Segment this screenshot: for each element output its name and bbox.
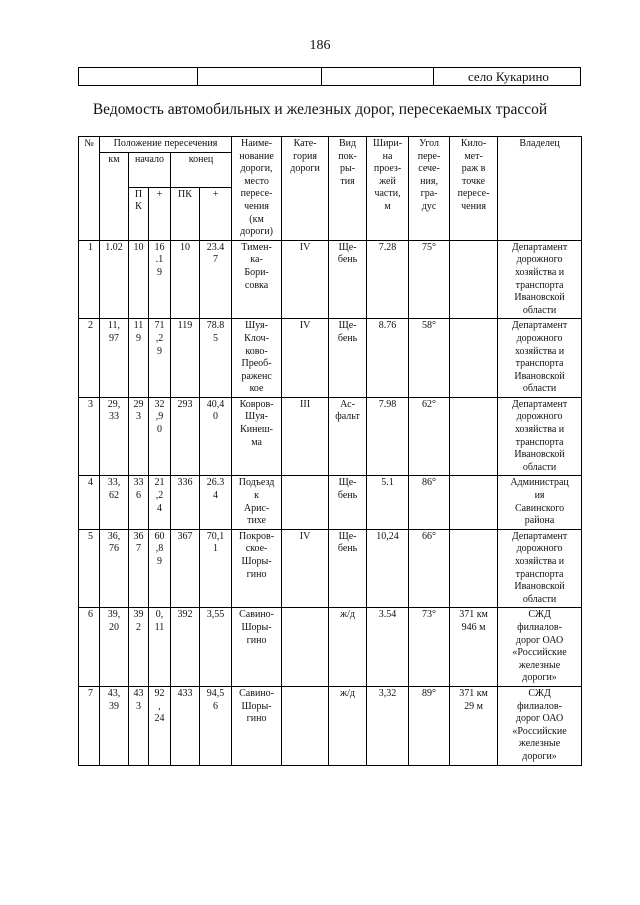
- header-no: №: [79, 137, 100, 241]
- cell-width: 8.76: [367, 319, 409, 398]
- cell-km: 29, 33: [100, 397, 129, 476]
- cell-width: 10,24: [367, 529, 409, 608]
- cell-plus-end: 78.8 5: [200, 319, 232, 398]
- cell-plus-end: 40,4 0: [200, 397, 232, 476]
- cell-angle: 73°: [409, 608, 450, 687]
- cell-road-name: Савино- Шоры- гино: [232, 608, 282, 687]
- cell-pk-end: 433: [171, 686, 200, 765]
- cell-no: 3: [79, 397, 100, 476]
- cell-chainage: [450, 529, 498, 608]
- cell-plus-start: 92 , 24: [149, 686, 171, 765]
- header-width: Шири- на проез- жей части, м: [367, 137, 409, 241]
- cell-category: [282, 686, 329, 765]
- cell-angle: 75°: [409, 240, 450, 319]
- header-cell-3: [322, 68, 434, 86]
- table-row: [79, 319, 582, 398]
- cell-pk-start: 43 3: [129, 686, 149, 765]
- document-title: Ведомость автомобильных и железных дорог, пересекаемых трассой: [92, 101, 548, 118]
- cell-pk-start: 33 6: [129, 476, 149, 529]
- cell-km: 11, 97: [100, 319, 129, 398]
- cell-owner: Департамент дорожного хозяйства и транспорта Ивановской области: [498, 397, 582, 476]
- cell-no: 6: [79, 608, 100, 687]
- crossings-table: [78, 136, 582, 766]
- cell-owner: Департамент дорожного хозяйства и транспорта Ивановской области: [498, 240, 582, 319]
- cell-pk-end: 10: [171, 240, 200, 319]
- cell-owner: Департамент дорожного хозяйства и транспорта Ивановской области: [498, 529, 582, 608]
- cell-plus-end: 70,1 1: [200, 529, 232, 608]
- table-row: [79, 529, 582, 608]
- cell-pk-start: 29 3: [129, 397, 149, 476]
- table-row: [79, 686, 582, 765]
- table-row: [79, 608, 582, 687]
- cell-pk-end: 119: [171, 319, 200, 398]
- header-cover: Вид пок- ры- тия: [329, 137, 367, 241]
- table-row: [79, 240, 582, 319]
- header-angle: Угол пере- сече- ния, гра- дус: [409, 137, 450, 241]
- cell-pk-start: 36 7: [129, 529, 149, 608]
- header-category: Кате- гория дороги: [282, 137, 329, 241]
- cell-km: 43, 39: [100, 686, 129, 765]
- cell-km: 39, 20: [100, 608, 129, 687]
- cell-cover: Ас- фальт: [329, 397, 367, 476]
- cell-no: 1: [79, 240, 100, 319]
- cell-owner: СЖД филиалов- дорог ОАО «Российские железные дороги»: [498, 608, 582, 687]
- cell-angle: 89°: [409, 686, 450, 765]
- header-plus-start: +: [149, 187, 171, 240]
- cell-category: IV: [282, 529, 329, 608]
- cell-road-name: Савино- Шоры- гино: [232, 686, 282, 765]
- cell-category: [282, 476, 329, 529]
- cell-no: 4: [79, 476, 100, 529]
- header-strip: [78, 67, 581, 86]
- cell-category: [282, 608, 329, 687]
- cell-category: IV: [282, 240, 329, 319]
- cell-width: 5.1: [367, 476, 409, 529]
- cell-plus-end: 3,55: [200, 608, 232, 687]
- header-owner: Владелец: [498, 137, 582, 241]
- cell-category: IV: [282, 319, 329, 398]
- cell-angle: 62°: [409, 397, 450, 476]
- cell-owner: Администрац ия Савинского района: [498, 476, 582, 529]
- cell-plus-end: 26.3 4: [200, 476, 232, 529]
- cell-cover: ж/д: [329, 686, 367, 765]
- header-cell-2: [198, 68, 322, 86]
- cell-pk-start: 39 2: [129, 608, 149, 687]
- cell-road-name: Тимен- ка- Бори- совка: [232, 240, 282, 319]
- header-plus-end: +: [200, 187, 232, 240]
- cell-pk-end: 392: [171, 608, 200, 687]
- header-cell-1: [79, 68, 198, 86]
- cell-width: 7.98: [367, 397, 409, 476]
- cell-pk-end: 293: [171, 397, 200, 476]
- table-row: [79, 476, 582, 529]
- header-cell-location: село Кукарино: [434, 68, 581, 86]
- cell-owner: СЖД филиалов- дорог ОАО «Российские железные дороги»: [498, 686, 582, 765]
- header-end: конец: [171, 152, 232, 187]
- header-chainage: Кило- мет- раж в точке пересе- чения: [450, 137, 498, 241]
- cell-road-name: Покров- ское- Шоры- гино: [232, 529, 282, 608]
- cell-plus-start: 21 ,2 4: [149, 476, 171, 529]
- cell-plus-end: 94,5 6: [200, 686, 232, 765]
- cell-road-name: Ковров- Шуя- Кинеш- ма: [232, 397, 282, 476]
- table-row: [79, 397, 582, 476]
- cell-no: 5: [79, 529, 100, 608]
- cell-width: 3.54: [367, 608, 409, 687]
- cell-angle: 66°: [409, 529, 450, 608]
- cell-plus-start: 32 ,9 0: [149, 397, 171, 476]
- cell-road-name: Шуя- Клоч- ково- Преоб- раженс кое: [232, 319, 282, 398]
- cell-chainage: [450, 476, 498, 529]
- cell-cover: Ще- бень: [329, 319, 367, 398]
- cell-chainage: 371 км 29 м: [450, 686, 498, 765]
- cell-plus-start: 0, 11: [149, 608, 171, 687]
- cell-angle: 58°: [409, 319, 450, 398]
- cell-plus-start: 71 ,2 9: [149, 319, 171, 398]
- cell-chainage: [450, 397, 498, 476]
- cell-plus-start: 16 .1 9: [149, 240, 171, 319]
- cell-km: 36, 76: [100, 529, 129, 608]
- cell-km: 33, 62: [100, 476, 129, 529]
- cell-pk-start: 10: [129, 240, 149, 319]
- cell-pk-start: 11 9: [129, 319, 149, 398]
- cell-cover: Ще- бень: [329, 476, 367, 529]
- cell-no: 7: [79, 686, 100, 765]
- cell-plus-end: 23.4 7: [200, 240, 232, 319]
- cell-angle: 86°: [409, 476, 450, 529]
- cell-pk-end: 336: [171, 476, 200, 529]
- cell-cover: Ще- бень: [329, 529, 367, 608]
- cell-width: 7.28: [367, 240, 409, 319]
- header-pk-end: ПК: [171, 187, 200, 240]
- cell-km: 1.02: [100, 240, 129, 319]
- cell-chainage: [450, 240, 498, 319]
- header-start: начало: [129, 152, 171, 187]
- cell-chainage: [450, 319, 498, 398]
- cell-plus-start: 60 ,8 9: [149, 529, 171, 608]
- header-road-name: Наиме- нование дороги, место пересе- чения (км дороги): [232, 137, 282, 241]
- cell-pk-end: 367: [171, 529, 200, 608]
- page-number: 186: [309, 38, 331, 53]
- cell-road-name: Подъезд к Арис- тихе: [232, 476, 282, 529]
- cell-cover: Ще- бень: [329, 240, 367, 319]
- cell-width: 3,32: [367, 686, 409, 765]
- cell-no: 2: [79, 319, 100, 398]
- cell-cover: ж/д: [329, 608, 367, 687]
- cell-category: III: [282, 397, 329, 476]
- header-pk-start: П К: [129, 187, 149, 240]
- cell-chainage: 371 км 946 м: [450, 608, 498, 687]
- header-km: км: [100, 152, 129, 240]
- cell-owner: Департамент дорожного хозяйства и транспорта Ивановской области: [498, 319, 582, 398]
- header-position: Положение пересечения: [100, 137, 232, 153]
